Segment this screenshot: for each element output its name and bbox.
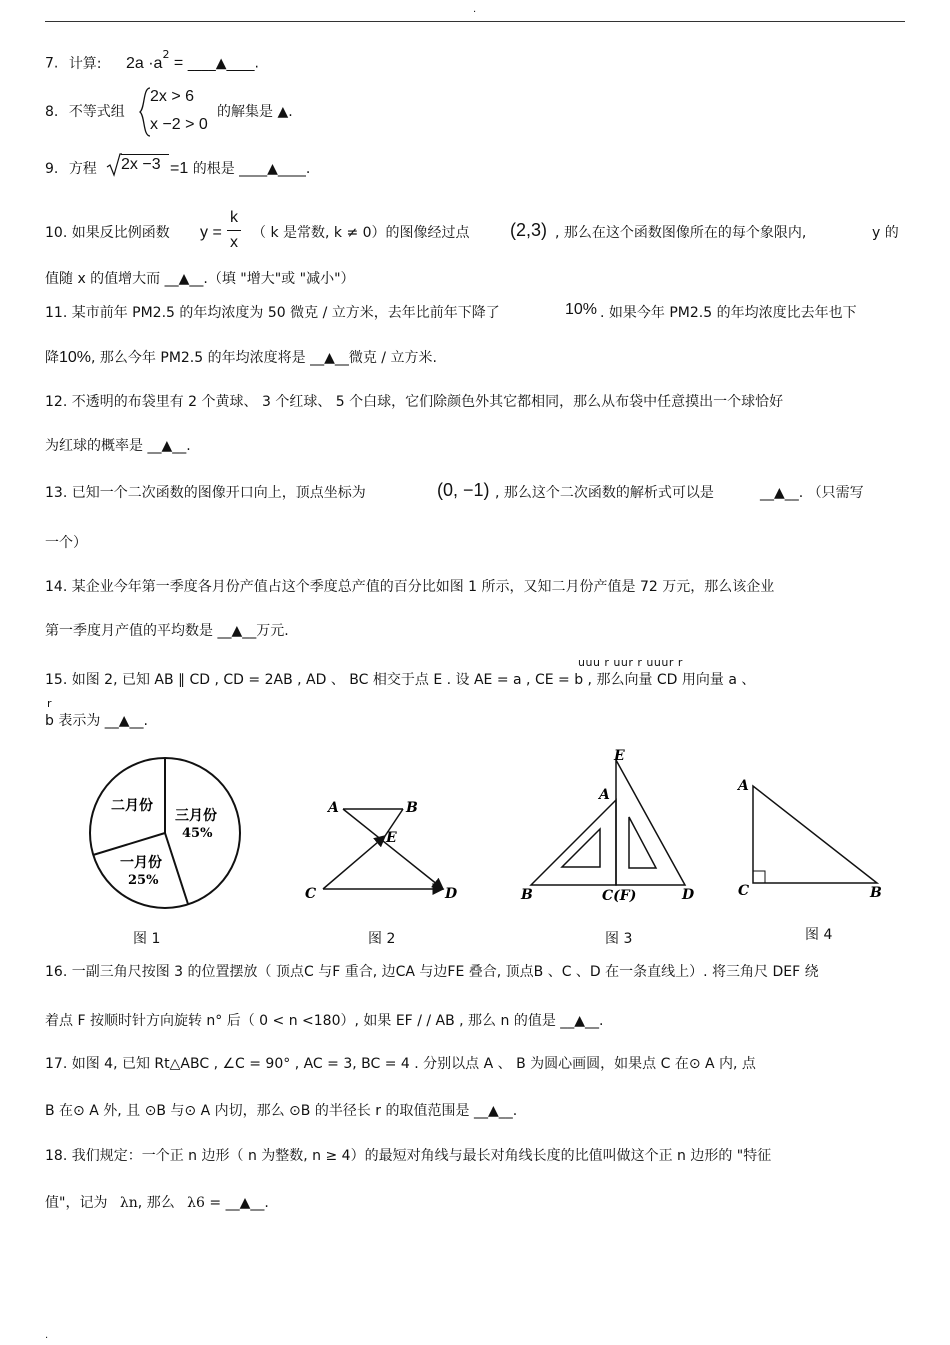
q17-line2: B 在⊙ A 外, 且 ⊙B 与⊙ A 内切，那么 ⊙B 的半径长 r 的取值范围是 __▲__. bbox=[45, 1103, 518, 1119]
question-7 bbox=[45, 48, 259, 73]
q18-lambda-6: λ6 bbox=[187, 1195, 205, 1211]
q10-line2: 值随 x 的值增大而 __▲__.（填 "增大"或 "减小"） bbox=[45, 271, 355, 287]
q11-line1-a: 11. 某市前年 PM2.5 的年均浓度为 50 微克 / 立方米，去年比前年下降了 bbox=[45, 305, 500, 321]
q18-line2-b: , 那么 bbox=[137, 1195, 175, 1211]
q11-line2 bbox=[45, 347, 437, 367]
q8-inequality-1: 2x > 6 bbox=[150, 88, 195, 105]
label-A: A bbox=[328, 800, 339, 816]
pie-divider-3 bbox=[93, 833, 165, 855]
q9-radicand: 2x −3 bbox=[121, 156, 161, 173]
q13-line1-c: __▲__. （只需写 bbox=[760, 485, 864, 501]
label-A: A bbox=[738, 778, 749, 794]
q16-line2: 着点 F 按顺时针方向旋转 n° 后（ 0 < n <180）, 如果 EF / / AB , 那么 n 的值是 __▲__. bbox=[45, 1013, 604, 1029]
label-D: D bbox=[445, 886, 458, 902]
label-E: E bbox=[386, 830, 397, 846]
q10-line1-a: 10. 如果反比例函数 bbox=[45, 225, 170, 241]
figure-3-caption: 图 3 bbox=[605, 931, 633, 947]
q10-line1-b: （ k 是常数, k ≠ 0）的图像经过点 bbox=[252, 225, 470, 241]
figure-3-diagram bbox=[515, 745, 705, 905]
q10-fraction-denominator: x bbox=[230, 234, 238, 251]
label-B: B bbox=[870, 885, 882, 901]
figure-4-diagram bbox=[730, 770, 890, 905]
q14-line2: 第一季度月产值的平均数是 __▲__万元. bbox=[45, 623, 289, 639]
label-D: D bbox=[682, 887, 695, 903]
q9-label: 方程 bbox=[68, 161, 97, 177]
q18-line1: 18. 我们规定：一个正 n 边形（ n 为整数, n ≥ 4）的最短对角线与最长对角线长度的比值叫做这个正 n 边形的 "特征 bbox=[45, 1148, 772, 1164]
pie-divider-2 bbox=[165, 833, 188, 904]
q17-line1: 17. 如图 4, 已知 Rt△ABC , ∠C = 90° , AC = 3, BC = 4 . 分别以点 A 、 B 为圆心画圆，如果点 C 在⊙ A 内, 点 bbox=[45, 1056, 756, 1072]
segment-ce bbox=[323, 836, 385, 889]
q14-line1: 14. 某企业今年第一季度各月份产值占这个季度总产值的百分比如图 1 所示，又知二月份产值是 72 万元，那么该企业 bbox=[45, 579, 775, 595]
question-9 bbox=[45, 158, 97, 178]
q8-number: 8. bbox=[45, 104, 59, 120]
q9-tail: 的根是 ____▲____. bbox=[192, 161, 311, 177]
q16-line1: 16. 一副三角尺按图 3 的位置摆放（ 顶点C 与F 重合, 边CA 与边FE 叠合, 顶点B 、C 、D 在一条直线上）. 将三角尺 DEF 绕 bbox=[45, 964, 819, 980]
q7-expression: 2a ·a bbox=[125, 54, 163, 72]
segment-ad bbox=[343, 809, 443, 889]
q11-percent-1: 10% bbox=[565, 301, 598, 318]
q12-line2: 为红球的概率是 __▲__. bbox=[45, 438, 191, 454]
q18-line2-a: 值"，记为 bbox=[45, 1195, 108, 1211]
label-C: C bbox=[738, 883, 750, 899]
figure-2-diagram bbox=[295, 790, 465, 910]
set-square-def bbox=[616, 760, 685, 885]
q15-b-vector-mark: r bbox=[47, 697, 52, 710]
q13-line2: 一个） bbox=[45, 535, 87, 551]
q18-line2 bbox=[45, 1192, 269, 1212]
footer-dot: . bbox=[45, 1330, 49, 1341]
q8-inequality-2: x −2 > 0 bbox=[150, 116, 208, 133]
figure-4-caption: 图 4 bbox=[805, 927, 833, 943]
q18-lambda-n: λn bbox=[119, 1195, 138, 1211]
q13-vertex: (0, −1) bbox=[437, 480, 490, 500]
label-B: B bbox=[521, 887, 533, 903]
q15-line1: 15. 如图 2, 已知 AB ∥ CD , CD = 2AB , AD 、 BC 相交于点 E . 设 AE = a , CE = b , 那么向量 CD 用向量 a 、 bbox=[45, 672, 756, 688]
figure-1-pie-chart bbox=[85, 755, 250, 915]
slice-label-feb: 二月份 bbox=[111, 798, 153, 814]
q10-point: (2,3) bbox=[510, 220, 548, 240]
q9-number: 9. bbox=[45, 161, 59, 177]
q11-line2-a: 降 bbox=[45, 350, 59, 366]
question-8-number bbox=[45, 101, 125, 121]
q15-line2: b 表示为 __▲__. bbox=[45, 713, 149, 729]
set-square-abc bbox=[531, 800, 616, 885]
figure-1-caption: 图 1 bbox=[133, 931, 161, 947]
q9-radical-sign bbox=[106, 152, 122, 178]
q7-blank: ____▲____. bbox=[187, 55, 259, 72]
q7-number: 7. bbox=[45, 55, 59, 72]
q11-line1-b: . 如果今年 PM2.5 的年均浓度比去年也下 bbox=[600, 305, 857, 321]
label-E: E bbox=[614, 748, 625, 764]
q10-line1-c: , 那么在这个函数图像所在的每个象限内, bbox=[555, 225, 807, 241]
q11-percent-2: 10% bbox=[59, 349, 92, 366]
q10-fraction-lhs: y = bbox=[200, 224, 222, 241]
q7-exponent: 2 bbox=[162, 48, 170, 61]
q12-line1: 12. 不透明的布袋里有 2 个黄球、 3 个红球、 5 个白球，它们除颜色外其它都相同，那么从布袋中任意摸出一个球恰好 bbox=[45, 394, 784, 410]
slice-label-jan: 一月份 bbox=[120, 855, 162, 871]
q10-fraction-bar bbox=[227, 230, 241, 231]
header-rule bbox=[45, 21, 905, 22]
q9-rest bbox=[170, 158, 310, 178]
slice-label-mar: 三月份 bbox=[175, 808, 217, 824]
triangle-abc bbox=[753, 786, 877, 883]
q13-line1-b: , 那么这个二次函数的解析式可以是 bbox=[495, 485, 714, 501]
slice-pct-jan: 25% bbox=[128, 873, 159, 888]
label-A: A bbox=[599, 787, 610, 803]
q18-line2-c: = __▲__. bbox=[204, 1195, 269, 1211]
header-dot: . bbox=[473, 4, 477, 15]
q7-label: 计算: bbox=[68, 55, 102, 72]
q11-line2-b: , 那么今年 PM2.5 的年均浓度将是 __▲__微克 / 立方米. bbox=[91, 350, 437, 366]
label-B: B bbox=[406, 800, 418, 816]
q8-label: 不等式组 bbox=[68, 104, 125, 120]
label-C: C bbox=[305, 886, 317, 902]
right-angle-mark bbox=[753, 871, 765, 883]
label-CF: C(F) bbox=[602, 888, 637, 904]
q10-line1-d: y 的 bbox=[872, 225, 899, 241]
q8-tail: 的解集是 ▲. bbox=[217, 104, 293, 120]
q10-fraction-numerator: k bbox=[230, 209, 238, 226]
q9-equals: =1 bbox=[170, 160, 189, 177]
q9-radical-bar bbox=[121, 154, 169, 155]
figure-2-caption: 图 2 bbox=[368, 931, 396, 947]
slice-pct-mar: 45% bbox=[182, 826, 213, 841]
q7-equals: = bbox=[169, 54, 188, 72]
q15-vector-marks: uuu r uur r uuur r bbox=[578, 656, 683, 669]
q13-line1-a: 13. 已知一个二次函数的图像开口向上，顶点坐标为 bbox=[45, 485, 366, 501]
